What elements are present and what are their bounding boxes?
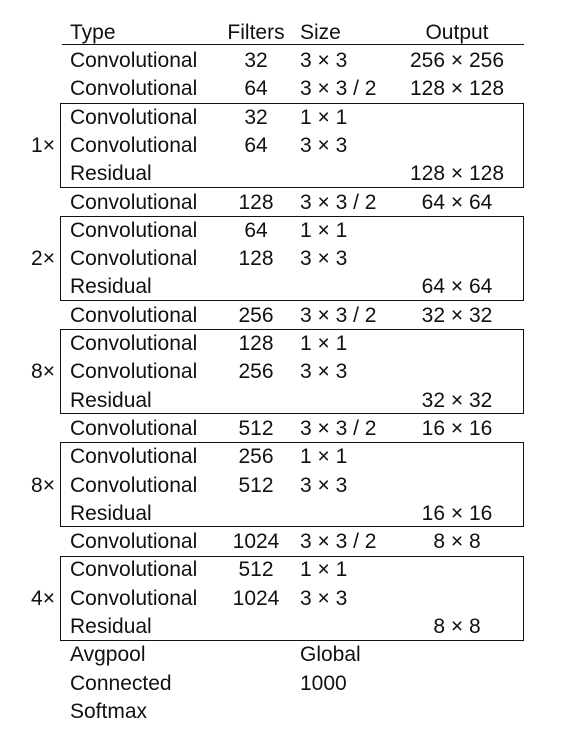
table-row bbox=[0, 528, 574, 556]
table-row bbox=[0, 443, 574, 471]
header-size: Size bbox=[300, 21, 341, 44]
table-row bbox=[0, 245, 574, 273]
row-type: Residual bbox=[70, 162, 152, 186]
header-output: Output bbox=[425, 21, 489, 44]
row-multiplier: 8× bbox=[31, 473, 55, 497]
header-filters: Filters bbox=[227, 21, 285, 44]
row-filters: 128 bbox=[238, 190, 274, 214]
row-type: Convolutional bbox=[70, 105, 198, 129]
row-type: Convolutional bbox=[70, 558, 198, 582]
row-output: 256 × 256 bbox=[409, 49, 504, 72]
row-type: Residual bbox=[70, 388, 152, 412]
row-multiplier: 2× bbox=[31, 247, 55, 271]
table-row bbox=[0, 387, 574, 415]
row-filters: 1024 bbox=[232, 530, 280, 554]
row-filters: 256 bbox=[238, 445, 274, 469]
row-type: Convolutional bbox=[70, 247, 198, 271]
row-filters: 512 bbox=[238, 416, 274, 440]
table-header bbox=[0, 19, 574, 47]
table-row bbox=[0, 358, 574, 386]
table-row bbox=[0, 75, 574, 103]
row-type: Residual bbox=[70, 615, 152, 638]
table-row bbox=[0, 472, 574, 500]
row-size: 3 × 3 / 2 bbox=[300, 303, 377, 327]
row-type: Convolutional bbox=[70, 332, 198, 355]
row-filters: 512 bbox=[238, 558, 274, 582]
row-multiplier: 4× bbox=[31, 586, 55, 610]
row-size: 3 × 3 / 2 bbox=[300, 77, 377, 101]
row-output: 32 × 32 bbox=[421, 303, 493, 327]
row-filters: 128 bbox=[238, 332, 274, 355]
row-filters: 512 bbox=[238, 473, 274, 497]
row-type: Convolutional bbox=[70, 49, 198, 72]
row-filters: 256 bbox=[238, 360, 274, 384]
row-output: 8 × 8 bbox=[433, 615, 481, 638]
row-type: Convolutional bbox=[70, 133, 198, 157]
table-row bbox=[0, 641, 574, 669]
row-size: 3 × 3 bbox=[300, 360, 348, 384]
row-filters: 128 bbox=[238, 247, 274, 271]
table-row bbox=[0, 500, 574, 528]
row-type: Residual bbox=[70, 501, 152, 525]
row-size: 3 × 3 bbox=[300, 586, 348, 610]
row-type: Residual bbox=[70, 275, 152, 299]
table-row bbox=[0, 585, 574, 613]
table-row bbox=[0, 556, 574, 584]
table-row bbox=[0, 698, 574, 726]
row-multiplier: 1× bbox=[31, 133, 55, 157]
row-type: Convolutional bbox=[70, 473, 198, 497]
table-row bbox=[0, 302, 574, 330]
row-size: 3 × 3 bbox=[300, 49, 348, 72]
row-type: Convolutional bbox=[70, 586, 198, 610]
row-size: 3 × 3 / 2 bbox=[300, 530, 377, 554]
header-type: Type bbox=[70, 21, 116, 44]
row-size: 1 × 1 bbox=[300, 558, 348, 582]
table-row bbox=[0, 670, 574, 698]
row-size: Global bbox=[300, 643, 361, 667]
row-output: 8 × 8 bbox=[433, 530, 481, 554]
row-size: 1 × 1 bbox=[300, 445, 348, 469]
row-filters: 64 bbox=[244, 133, 268, 157]
row-output: 32 × 32 bbox=[421, 388, 493, 412]
table-row bbox=[0, 189, 574, 217]
table-row bbox=[0, 330, 574, 358]
row-filters: 64 bbox=[244, 77, 268, 101]
row-type: Convolutional bbox=[70, 218, 198, 242]
row-size: 3 × 3 bbox=[300, 473, 348, 497]
row-type: Softmax bbox=[70, 699, 148, 723]
row-multiplier: 8× bbox=[31, 360, 55, 384]
row-size: 3 × 3 bbox=[300, 133, 348, 157]
row-output: 64 × 64 bbox=[421, 275, 493, 299]
row-size: 3 × 3 / 2 bbox=[300, 416, 377, 440]
table-row bbox=[0, 613, 574, 641]
row-filters: 1024 bbox=[232, 586, 280, 610]
row-type: Connected bbox=[70, 671, 172, 695]
row-size: 1 × 1 bbox=[300, 218, 348, 242]
table-row bbox=[0, 132, 574, 160]
header-rule bbox=[62, 44, 524, 45]
row-size: 1 × 1 bbox=[300, 332, 348, 355]
row-filters: 32 bbox=[244, 49, 268, 72]
row-output: 128 × 128 bbox=[409, 162, 504, 186]
row-type: Avgpool bbox=[70, 643, 146, 667]
row-output: 128 × 128 bbox=[409, 77, 504, 101]
row-output: 64 × 64 bbox=[421, 190, 493, 214]
row-type: Convolutional bbox=[70, 530, 198, 554]
row-size: 1 × 1 bbox=[300, 105, 348, 129]
row-type: Convolutional bbox=[70, 303, 198, 327]
row-filters: 256 bbox=[238, 303, 274, 327]
row-filters: 32 bbox=[244, 105, 268, 129]
row-output: 16 × 16 bbox=[421, 416, 493, 440]
row-type: Convolutional bbox=[70, 360, 198, 384]
table-row bbox=[0, 104, 574, 132]
row-size: 1000 bbox=[300, 671, 347, 695]
table-row bbox=[0, 273, 574, 301]
table-row bbox=[0, 217, 574, 245]
row-type: Convolutional bbox=[70, 416, 198, 440]
table-row bbox=[0, 415, 574, 443]
row-size: 3 × 3 bbox=[300, 247, 348, 271]
row-output: 16 × 16 bbox=[421, 501, 493, 525]
row-filters: 64 bbox=[244, 218, 268, 242]
row-type: Convolutional bbox=[70, 190, 198, 214]
row-size: 3 × 3 / 2 bbox=[300, 190, 377, 214]
table-row bbox=[0, 47, 574, 75]
row-type: Convolutional bbox=[70, 77, 198, 101]
row-type: Convolutional bbox=[70, 445, 198, 469]
table-row bbox=[0, 160, 574, 188]
